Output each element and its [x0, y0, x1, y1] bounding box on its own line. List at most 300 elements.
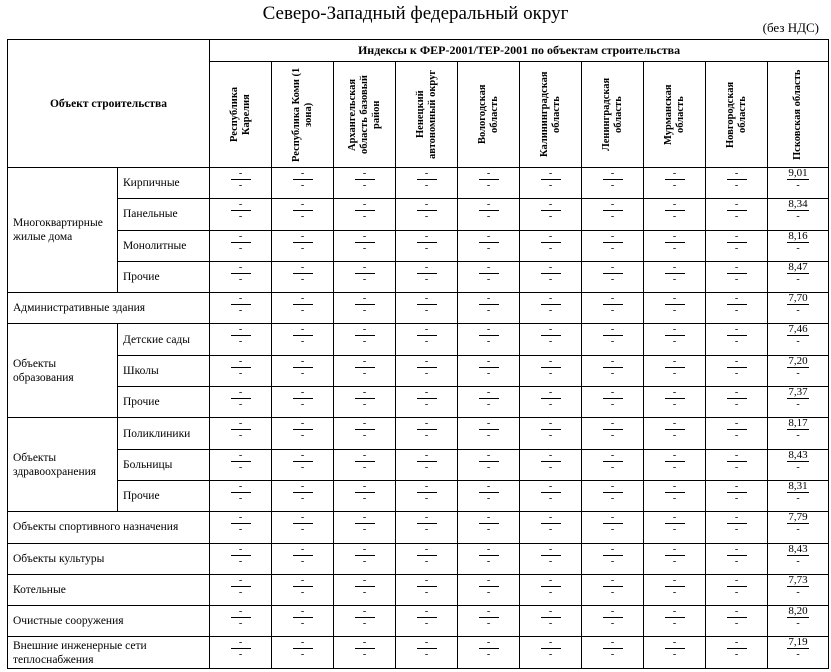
- index-cell: [644, 199, 706, 230]
- object-sublabel: Школы: [118, 355, 210, 386]
- index-fraction: [727, 575, 747, 598]
- index-denominator: -: [300, 430, 305, 442]
- region-header: [210, 62, 272, 168]
- index-cell: [210, 261, 272, 292]
- index-cell: [396, 606, 458, 637]
- index-fraction: [727, 544, 747, 567]
- index-fraction: [665, 356, 685, 379]
- index-denominator: -: [362, 461, 367, 473]
- index-value: -: [231, 418, 251, 430]
- index-value: 8,17: [788, 417, 808, 430]
- index-value: -: [665, 262, 685, 274]
- index-fraction: [665, 450, 685, 473]
- index-cell: [706, 574, 768, 605]
- index-value: -: [417, 356, 437, 368]
- index-value: -: [355, 481, 375, 493]
- index-fraction: [231, 512, 251, 535]
- index-value: -: [603, 481, 623, 493]
- index-fraction: [727, 450, 747, 473]
- index-value: -: [541, 324, 561, 336]
- index-cell: [396, 637, 458, 668]
- pskov-index-cell: [768, 637, 829, 668]
- index-fraction: [231, 387, 251, 410]
- index-denominator: -: [486, 242, 491, 254]
- pskov-index-cell: [768, 574, 829, 605]
- index-value: 8,34: [788, 198, 808, 211]
- object-label: Объекты культуры: [8, 543, 210, 574]
- index-cell: [520, 606, 582, 637]
- index-fraction: [603, 544, 623, 567]
- index-cell: [334, 230, 396, 261]
- pskov-index-cell: [768, 324, 829, 355]
- region-header: [644, 62, 706, 168]
- index-value: -: [417, 450, 437, 462]
- index-cell: [520, 574, 582, 605]
- index-value: -: [603, 356, 623, 368]
- table-body: [8, 168, 829, 669]
- index-cell: [582, 387, 644, 418]
- index-value: -: [231, 324, 251, 336]
- index-fraction: [727, 168, 747, 191]
- index-value: -: [541, 575, 561, 587]
- index-value: -: [727, 512, 747, 524]
- index-fraction: [231, 450, 251, 473]
- index-cell: [396, 261, 458, 292]
- index-cell: [334, 543, 396, 574]
- index-value: -: [541, 606, 561, 618]
- index-cell: [210, 355, 272, 386]
- index-fraction: [787, 324, 808, 347]
- index-value: -: [541, 199, 561, 211]
- index-fraction: [479, 356, 499, 379]
- index-fraction: [603, 199, 623, 222]
- index-value: -: [293, 544, 313, 556]
- index-fraction: [787, 199, 808, 222]
- index-fraction: [293, 293, 313, 316]
- index-denominator: -: [734, 618, 739, 630]
- index-denominator: -: [486, 524, 491, 536]
- index-cell: [706, 418, 768, 449]
- region-header: [458, 62, 520, 168]
- index-cell: [582, 355, 644, 386]
- index-cell: [334, 199, 396, 230]
- index-denominator: -: [734, 305, 739, 317]
- index-value: -: [479, 199, 499, 211]
- index-denominator: -: [610, 180, 615, 191]
- index-fraction: [665, 262, 685, 285]
- table-row: [8, 293, 829, 324]
- index-fraction: [727, 481, 747, 504]
- index-cell: [520, 199, 582, 230]
- index-fraction: [355, 262, 375, 285]
- index-fraction: [479, 199, 499, 222]
- index-denominator: -: [796, 618, 800, 630]
- index-value: 8,31: [788, 479, 808, 492]
- index-cell: [210, 199, 272, 230]
- index-cell: [520, 261, 582, 292]
- index-cell: [582, 199, 644, 230]
- index-value: -: [727, 262, 747, 274]
- object-sublabel: Детские сады: [118, 324, 210, 355]
- index-denominator: -: [796, 430, 800, 442]
- index-value: -: [293, 231, 313, 243]
- index-denominator: -: [300, 242, 305, 254]
- index-fraction: [787, 606, 808, 629]
- index-value: -: [417, 231, 437, 243]
- index-denominator: -: [734, 242, 739, 254]
- index-value: -: [293, 199, 313, 211]
- index-fraction: [727, 293, 747, 316]
- index-cell: [520, 449, 582, 480]
- pskov-index-cell: [768, 230, 829, 261]
- index-denominator: -: [734, 586, 739, 598]
- index-value: -: [727, 637, 747, 649]
- index-denominator: -: [672, 336, 677, 348]
- index-value: -: [231, 356, 251, 368]
- object-label: Объекты здравоохранения: [8, 418, 118, 512]
- index-fraction: [417, 324, 437, 347]
- index-denominator: -: [300, 367, 305, 379]
- index-cell: [272, 637, 334, 668]
- index-denominator: -: [548, 180, 553, 191]
- index-denominator: -: [362, 305, 367, 317]
- index-cell: [520, 637, 582, 668]
- index-fraction: [727, 199, 747, 222]
- index-value: -: [479, 575, 499, 587]
- index-fraction: [787, 544, 808, 567]
- index-cell: [644, 387, 706, 418]
- index-value: -: [541, 231, 561, 243]
- index-denominator: -: [362, 649, 367, 661]
- region-header-label: Мурманская область: [662, 84, 686, 145]
- index-value: -: [479, 231, 499, 243]
- index-fraction: [541, 606, 561, 629]
- index-fraction: [231, 231, 251, 254]
- index-fraction: [417, 575, 437, 598]
- index-fraction: [603, 356, 623, 379]
- region-header: [768, 62, 829, 168]
- index-cell: [210, 512, 272, 543]
- index-cell: [458, 543, 520, 574]
- index-denominator: -: [424, 242, 429, 254]
- index-value: -: [293, 575, 313, 587]
- index-value: -: [479, 481, 499, 493]
- index-fraction: [541, 324, 561, 347]
- index-fraction: [603, 231, 623, 254]
- index-fraction: [541, 231, 561, 254]
- index-fraction: [293, 544, 313, 567]
- index-value: -: [355, 168, 375, 180]
- index-value: -: [479, 637, 499, 649]
- index-value: 7,20: [788, 354, 808, 367]
- index-fraction: [603, 387, 623, 410]
- index-cell: [644, 261, 706, 292]
- index-value: -: [231, 387, 251, 399]
- index-value: 8,47: [788, 260, 808, 273]
- index-value: -: [417, 262, 437, 274]
- index-value: -: [541, 293, 561, 305]
- index-cell: [644, 449, 706, 480]
- index-denominator: -: [362, 367, 367, 379]
- index-value: -: [541, 262, 561, 274]
- index-cell: [582, 418, 644, 449]
- index-value: 7,73: [788, 573, 808, 586]
- index-value: -: [541, 450, 561, 462]
- index-cell: [272, 387, 334, 418]
- object-label: Очистные сооружения: [8, 606, 210, 637]
- index-cell: [272, 324, 334, 355]
- index-denominator: -: [300, 586, 305, 598]
- index-denominator: -: [238, 618, 243, 630]
- index-cell: [706, 168, 768, 199]
- index-value: -: [727, 231, 747, 243]
- index-value: -: [479, 512, 499, 524]
- index-denominator: -: [610, 555, 615, 567]
- index-denominator: -: [300, 211, 305, 223]
- index-value: -: [231, 606, 251, 618]
- index-fraction: [727, 606, 747, 629]
- index-fraction: [231, 293, 251, 316]
- index-cell: [644, 168, 706, 199]
- region-header-label: Республика Карелия: [228, 87, 252, 142]
- index-denominator: -: [486, 180, 491, 191]
- index-fraction: [541, 293, 561, 316]
- index-denominator: -: [610, 649, 615, 661]
- index-value: -: [665, 387, 685, 399]
- index-value: -: [727, 575, 747, 587]
- index-denominator: -: [486, 305, 491, 317]
- index-fraction: [603, 606, 623, 629]
- region-header-label: Архангельская область базовый район: [346, 75, 382, 154]
- index-cell: [334, 387, 396, 418]
- index-denominator: -: [610, 336, 615, 348]
- index-cell: [272, 606, 334, 637]
- index-fraction: [603, 324, 623, 347]
- index-fraction: [479, 231, 499, 254]
- index-denominator: -: [610, 367, 615, 379]
- pskov-index-cell: [768, 168, 829, 199]
- index-cell: [210, 606, 272, 637]
- object-column-header: Объект строительства: [8, 40, 210, 168]
- index-value: 7,37: [788, 386, 808, 399]
- index-value: -: [417, 418, 437, 430]
- index-value: -: [293, 387, 313, 399]
- index-cell: [520, 418, 582, 449]
- index-fraction: [355, 606, 375, 629]
- index-cell: [520, 230, 582, 261]
- index-cell: [582, 480, 644, 511]
- index-fraction: [479, 544, 499, 567]
- index-cell: [644, 324, 706, 355]
- index-denominator: -: [610, 273, 615, 285]
- page-title: Северо-Западный федеральный округ: [262, 3, 569, 24]
- index-fraction: [355, 450, 375, 473]
- index-value: -: [479, 387, 499, 399]
- object-label: Объекты образования: [8, 324, 118, 418]
- index-cell: [272, 480, 334, 511]
- index-fraction: [787, 450, 808, 473]
- index-denominator: -: [548, 242, 553, 254]
- index-fraction: [417, 199, 437, 222]
- index-value: 8,43: [788, 542, 808, 555]
- index-value: -: [603, 418, 623, 430]
- index-fraction: [293, 324, 313, 347]
- index-fraction: [479, 293, 499, 316]
- index-cell: [272, 261, 334, 292]
- index-denominator: -: [486, 649, 491, 661]
- index-fraction: [417, 418, 437, 441]
- index-denominator: -: [486, 399, 491, 411]
- index-fraction: [727, 262, 747, 285]
- index-fraction: [355, 512, 375, 535]
- index-value: -: [355, 293, 375, 305]
- index-cell: [644, 293, 706, 324]
- index-cell: [458, 199, 520, 230]
- index-denominator: -: [610, 461, 615, 473]
- index-denominator: -: [238, 399, 243, 411]
- index-value: -: [603, 512, 623, 524]
- index-value: -: [603, 293, 623, 305]
- index-denominator: -: [548, 430, 553, 442]
- index-value: -: [727, 387, 747, 399]
- index-fraction: [665, 387, 685, 410]
- index-cell: [334, 261, 396, 292]
- index-cell: [396, 449, 458, 480]
- index-cell: [706, 293, 768, 324]
- index-fraction: [417, 262, 437, 285]
- index-fraction: [541, 418, 561, 441]
- index-fraction: [787, 512, 808, 535]
- index-column-header: Индексы к ФЕР-2001/ТЕР-2001 по объектам строительства: [210, 40, 829, 62]
- index-cell: [458, 230, 520, 261]
- index-value: -: [293, 293, 313, 305]
- index-cell: [210, 230, 272, 261]
- table-row: [8, 355, 829, 386]
- object-sublabel: Кирпичные: [118, 168, 210, 199]
- index-value: -: [293, 324, 313, 336]
- index-denominator: -: [734, 649, 739, 661]
- index-value: -: [231, 231, 251, 243]
- index-cell: [644, 230, 706, 261]
- index-value: -: [665, 168, 685, 180]
- index-value: -: [603, 199, 623, 211]
- index-denominator: -: [362, 555, 367, 567]
- index-value: -: [355, 356, 375, 368]
- index-cell: [706, 230, 768, 261]
- index-cell: [334, 480, 396, 511]
- index-value: -: [727, 324, 747, 336]
- index-fraction: [479, 450, 499, 473]
- index-cell: [458, 293, 520, 324]
- index-fraction: [417, 356, 437, 379]
- index-denominator: -: [486, 492, 491, 504]
- index-denominator: -: [238, 492, 243, 504]
- index-cell: [334, 637, 396, 668]
- table-row: [8, 230, 829, 261]
- index-denominator: -: [734, 211, 739, 223]
- index-fraction: [293, 481, 313, 504]
- pskov-index-cell: [768, 261, 829, 292]
- index-fraction: [603, 418, 623, 441]
- index-fraction: [293, 606, 313, 629]
- index-value: -: [541, 387, 561, 399]
- index-denominator: -: [424, 336, 429, 348]
- index-denominator: -: [672, 180, 677, 191]
- index-value: -: [727, 481, 747, 493]
- index-cell: [396, 324, 458, 355]
- index-cell: [644, 606, 706, 637]
- index-fraction: [293, 168, 313, 191]
- index-fraction: [541, 512, 561, 535]
- table-row: [8, 606, 829, 637]
- index-fraction: [787, 418, 808, 441]
- index-fraction: [231, 606, 251, 629]
- index-fraction: [727, 637, 747, 660]
- region-header-label: Псковская область: [792, 69, 804, 160]
- index-fraction: [293, 199, 313, 222]
- index-value: -: [727, 199, 747, 211]
- index-denominator: -: [300, 555, 305, 567]
- index-fraction: [479, 418, 499, 441]
- index-value: -: [417, 544, 437, 556]
- object-sublabel: Прочие: [118, 261, 210, 292]
- index-fraction: [355, 481, 375, 504]
- vat-note: (без НДС): [762, 20, 819, 35]
- index-denominator: -: [424, 273, 429, 285]
- index-fraction: [541, 199, 561, 222]
- index-value: -: [665, 231, 685, 243]
- index-fraction: [293, 231, 313, 254]
- index-denominator: -: [486, 336, 491, 348]
- index-denominator: -: [486, 367, 491, 379]
- index-denominator: -: [362, 430, 367, 442]
- index-fraction: [665, 606, 685, 629]
- index-value: -: [231, 199, 251, 211]
- index-cell: [582, 543, 644, 574]
- object-label: Многоквартирные жилые дома: [8, 168, 118, 293]
- index-value: -: [231, 293, 251, 305]
- index-fraction: [417, 168, 437, 191]
- index-cell: [458, 387, 520, 418]
- index-cell: [396, 230, 458, 261]
- index-cell: [272, 574, 334, 605]
- index-denominator: -: [362, 180, 367, 191]
- index-denominator: -: [486, 586, 491, 598]
- index-cell: [458, 637, 520, 668]
- table-row: [8, 418, 829, 449]
- index-denominator: -: [796, 242, 800, 254]
- index-denominator: -: [734, 180, 739, 191]
- object-sublabel: Прочие: [118, 480, 210, 511]
- index-denominator: -: [486, 618, 491, 630]
- index-value: 8,20: [788, 605, 808, 618]
- index-value: -: [727, 168, 747, 180]
- index-denominator: -: [548, 586, 553, 598]
- index-fraction: [231, 168, 251, 191]
- index-denominator: -: [424, 492, 429, 504]
- index-denominator: -: [362, 336, 367, 348]
- index-denominator: -: [548, 211, 553, 223]
- index-fraction: [665, 418, 685, 441]
- index-denominator: -: [672, 211, 677, 223]
- index-denominator: -: [238, 242, 243, 254]
- index-denominator: -: [424, 211, 429, 223]
- index-fraction: [355, 293, 375, 316]
- table-row: [8, 449, 829, 480]
- index-denominator: -: [796, 211, 800, 223]
- index-denominator: -: [796, 524, 800, 536]
- index-value: -: [231, 262, 251, 274]
